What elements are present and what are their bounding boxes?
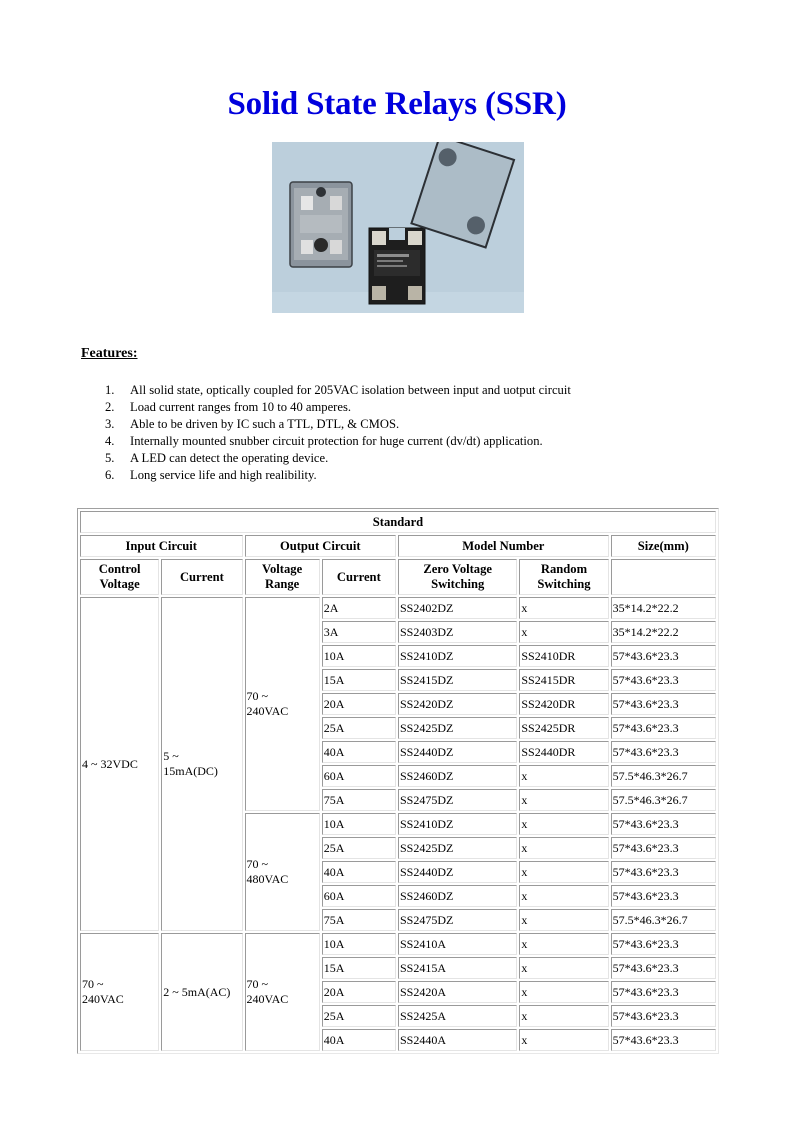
header-size: Size(mm): [611, 535, 716, 557]
cell-zero-model: SS2410DZ: [398, 645, 517, 667]
cell-size: 57.5*46.3*26.7: [611, 909, 716, 931]
table-row: [80, 933, 716, 955]
cell-random-model: x: [519, 933, 608, 955]
ssr-product-photo: [272, 142, 524, 313]
cell-zero-model: SS2425DZ: [398, 837, 517, 859]
header-input-circuit: Input Circuit: [80, 535, 243, 557]
feature-text: Long service life and high realibility.: [130, 468, 317, 482]
cell-input-current: 2 ~ 5mA(AC): [161, 933, 242, 1051]
cell-zero-model: SS2440A: [398, 1029, 517, 1051]
cell-zero-model: SS2440DZ: [398, 861, 517, 883]
cell-size: 57*43.6*23.3: [611, 741, 716, 763]
cell-current: 15A: [322, 669, 396, 691]
cell-random-model: x: [519, 909, 608, 931]
cell-random-model: SS2440DR: [519, 741, 608, 763]
cell-zero-model: SS2420A: [398, 981, 517, 1003]
cell-size: 57.5*46.3*26.7: [611, 789, 716, 811]
feature-number: 2.: [105, 400, 115, 414]
cell-current: 10A: [322, 813, 396, 835]
cell-random-model: SS2425DR: [519, 717, 608, 739]
feature-item: [105, 416, 571, 433]
header-output-current: Current: [322, 559, 396, 595]
cell-voltage-range: 70 ~ 240VAC: [245, 597, 320, 811]
feature-item: [105, 382, 571, 399]
cell-zero-model: SS2403DZ: [398, 621, 517, 643]
header-model-number: Model Number: [398, 535, 609, 557]
cell-random-model: x: [519, 837, 608, 859]
table-group-header-row: [80, 535, 716, 557]
header-control-voltage: Control Voltage: [80, 559, 159, 595]
cell-zero-model: SS2402DZ: [398, 597, 517, 619]
cell-size: 35*14.2*22.2: [611, 621, 716, 643]
features-heading: Features:: [81, 346, 138, 361]
header-zero-voltage-switching: Zero Voltage Switching: [398, 559, 517, 595]
relay-image-icon: [272, 142, 524, 313]
feature-item: [105, 399, 571, 416]
cell-size: 35*14.2*22.2: [611, 597, 716, 619]
cell-current: 25A: [322, 717, 396, 739]
cell-zero-model: SS2475DZ: [398, 909, 517, 931]
feature-number: 5.: [105, 451, 115, 465]
feature-number: 6.: [105, 468, 115, 482]
cell-current: 20A: [322, 693, 396, 715]
feature-number: 4.: [105, 434, 115, 448]
feature-text: All solid state, optically coupled for 205VAC isolation between input and uotput circuit: [130, 383, 571, 397]
cell-random-model: SS2410DR: [519, 645, 608, 667]
cell-size: 57*43.6*23.3: [611, 1029, 716, 1051]
cell-voltage-range: 70 ~ 480VAC: [245, 813, 320, 931]
cell-zero-model: SS2475DZ: [398, 789, 517, 811]
cell-random-model: x: [519, 885, 608, 907]
feature-item: [105, 467, 571, 484]
feature-item: [105, 450, 571, 467]
cell-size: 57*43.6*23.3: [611, 669, 716, 691]
cell-zero-model: SS2415DZ: [398, 669, 517, 691]
feature-text: Able to be driven by IC such a TTL, DTL, & CMOS.: [130, 417, 400, 431]
cell-random-model: SS2415DR: [519, 669, 608, 691]
cell-size: 57*43.6*23.3: [611, 837, 716, 859]
cell-size: 57*43.6*23.3: [611, 693, 716, 715]
cell-size: 57*43.6*23.3: [611, 1005, 716, 1027]
cell-zero-model: SS2460DZ: [398, 885, 517, 907]
cell-current: 60A: [322, 765, 396, 787]
feature-text: A LED can detect the operating device.: [130, 451, 329, 465]
cell-current: 2A: [322, 597, 396, 619]
cell-random-model: SS2420DR: [519, 693, 608, 715]
cell-random-model: x: [519, 813, 608, 835]
cell-current: 60A: [322, 885, 396, 907]
cell-size: 57.5*46.3*26.7: [611, 765, 716, 787]
table-caption-row: [80, 511, 716, 533]
cell-current: 3A: [322, 621, 396, 643]
feature-number: 1.: [105, 383, 115, 397]
cell-size: 57*43.6*23.3: [611, 981, 716, 1003]
cell-current: 15A: [322, 957, 396, 979]
cell-current: 40A: [322, 861, 396, 883]
cell-current: 25A: [322, 837, 396, 859]
cell-control-voltage: 70 ~ 240VAC: [80, 933, 159, 1051]
cell-random-model: x: [519, 765, 608, 787]
feature-text: Load current ranges from 10 to 40 amperes.: [130, 400, 352, 414]
cell-size: 57*43.6*23.3: [611, 885, 716, 907]
header-output-circuit: Output Circuit: [245, 535, 396, 557]
cell-zero-model: SS2425DZ: [398, 717, 517, 739]
feature-item: [105, 433, 571, 450]
header-random-switching: Random Switching: [519, 559, 608, 595]
cell-size: 57*43.6*23.3: [611, 813, 716, 835]
cell-size: 57*43.6*23.3: [611, 957, 716, 979]
page-title: Solid State Relays (SSR): [227, 86, 567, 122]
cell-random-model: x: [519, 597, 608, 619]
cell-random-model: x: [519, 861, 608, 883]
features-list: [105, 382, 571, 484]
cell-zero-model: SS2415A: [398, 957, 517, 979]
feature-number: 3.: [105, 417, 115, 431]
cell-size: 57*43.6*23.3: [611, 861, 716, 883]
cell-current: 10A: [322, 645, 396, 667]
header-voltage-range: Voltage Range: [245, 559, 320, 595]
header-size-blank: [611, 559, 716, 595]
table-sub-header-row: [80, 559, 716, 595]
cell-zero-model: SS2410DZ: [398, 813, 517, 835]
cell-random-model: x: [519, 1005, 608, 1027]
cell-current: 40A: [322, 741, 396, 763]
table-caption: Standard: [80, 511, 716, 533]
cell-random-model: x: [519, 621, 608, 643]
cell-zero-model: SS2460DZ: [398, 765, 517, 787]
cell-current: 75A: [322, 909, 396, 931]
cell-size: 57*43.6*23.3: [611, 717, 716, 739]
cell-voltage-range: 70 ~ 240VAC: [245, 933, 320, 1051]
table-row: [80, 597, 716, 619]
cell-current: 20A: [322, 981, 396, 1003]
header-input-current: Current: [161, 559, 242, 595]
feature-text: Internally mounted snubber circuit protection for huge current (dv/dt) application.: [130, 434, 543, 448]
cell-zero-model: SS2440DZ: [398, 741, 517, 763]
cell-size: 57*43.6*23.3: [611, 645, 716, 667]
cell-zero-model: SS2420DZ: [398, 693, 517, 715]
cell-random-model: x: [519, 957, 608, 979]
cell-current: 25A: [322, 1005, 396, 1027]
cell-input-current: 5 ~ 15mA(DC): [161, 597, 242, 931]
cell-random-model: x: [519, 789, 608, 811]
cell-current: 75A: [322, 789, 396, 811]
cell-size: 57*43.6*23.3: [611, 933, 716, 955]
cell-random-model: x: [519, 981, 608, 1003]
cell-current: 10A: [322, 933, 396, 955]
ssr-spec-table: [77, 508, 719, 1054]
cell-zero-model: SS2425A: [398, 1005, 517, 1027]
cell-control-voltage: 4 ~ 32VDC: [80, 597, 159, 931]
cell-zero-model: SS2410A: [398, 933, 517, 955]
cell-current: 40A: [322, 1029, 396, 1051]
cell-random-model: x: [519, 1029, 608, 1051]
